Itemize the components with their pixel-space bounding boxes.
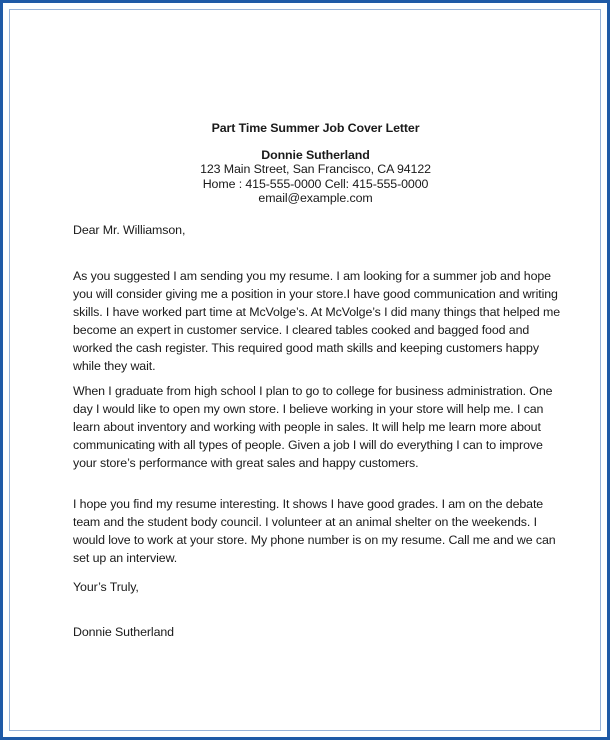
document-page [9,9,601,731]
sender-email: email@example.com [258,191,373,205]
body-paragraph-2: When I graduate from high school I plan to go to college for business administration. One day I would like to open my own store. I believe working in your store will help me. I can learn about inventory and working with people in sales. It will help me learn more about communicating with all types of people. Given a job I will do everything I can to improve your store’s performance with great sales and happy customers. [73,384,553,470]
sender-phones: Home : 415-555-0000 Cell: 415-555-0000 [202,177,429,191]
sender-name: Donnie Sutherland [261,148,370,162]
letter-title: Part Time Summer Job Cover Letter [211,121,420,135]
body-paragraph-3: I hope you find my resume interesting. It shows I have good grades. I am on the debate team and the student body council. I volunteer at an animal shelter on the weekends. I would love to work at your store. My phone number is on my resume. Call me and we can set up an interview. [73,497,556,565]
body-paragraph-1: As you suggested I am sending you my resume. I am looking for a summer job and hope you will consider giving me a position in your store.I have good communication and writing skills. I have worked part time at McVolge’s. At McVolge’s I did many things that helped me become an expert in customer service. I cleared tables cooked and bagged food and worked the cash register. This required good math skills and keeping customers happy while they wait. [73,269,561,373]
closing: Your’s Truly, [73,580,139,594]
salutation: Dear Mr. Williamson, [73,223,186,237]
signature-name: Donnie Sutherland [73,625,174,639]
sender-address: 123 Main Street, San Francisco, CA 94122 [200,162,431,176]
